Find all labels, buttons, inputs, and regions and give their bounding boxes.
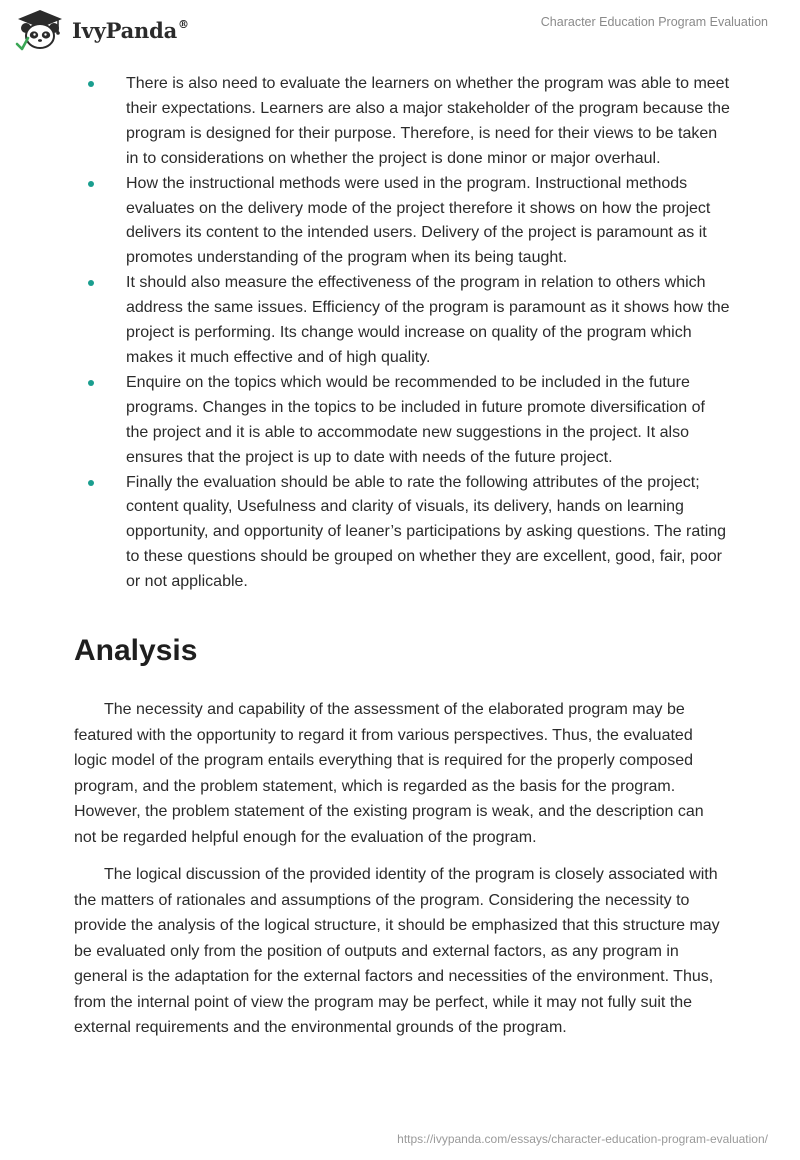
- bullet-dot: [88, 380, 94, 386]
- panda-graduate-icon: [14, 8, 66, 52]
- list-item: [0, 72, 800, 172]
- document-title: Character Education Program Evaluation: [540, 15, 768, 29]
- list-item-text: It should also measure the effectiveness of the program in relation to others which address the same issues. Efficiency of the program is paramount as it shows how the project is performing. Its change would increase on quality of the program which makes it much effective and of high quality.: [126, 274, 730, 366]
- brand-logo[interactable]: [14, 8, 189, 52]
- paragraph: The necessity and capability of the assessment of the elaborated program may be featured with the opportunity to regard it from various perspectives. Thus, the evaluated logic model of the program entails everything that is required for the properly composed program, and the problem statement, which is regarded as the basis for the program. However, the problem statement of the existing program is weak, and the description can not be regarded helpful enough for the evaluation of the program.: [74, 701, 704, 846]
- list-item-text: Finally the evaluation should be able to rate the following attributes of the project; content quality, Usefulness and clarity of visuals, its delivery, hands on learning opportunity, and opportunity of leaner’s participations by asking questions. The rating to these questions should be grouped on whether they are excellent, good, fair, poor or not applicable.: [126, 473, 727, 591]
- bullet-dot: [88, 81, 94, 87]
- bullet-dot: [88, 181, 94, 187]
- page-header: [0, 0, 800, 60]
- list-item-text: How the instructional methods were used in the program. Instructional methods evaluates on the delivery mode of the project therefore it shows on how the project delivers its content to the intended users. Delivery of the project is paramount as it promotes understanding of the program when its being taught.: [126, 174, 711, 267]
- list-item: [0, 172, 800, 272]
- list-item-text: There is also need to evaluate the learners on whether the program was able to meet their expectations. Learners are also a major stakeholder of the program because the program is designed for their purpose. Therefore, is need for their views to be taken in to considerations on whether the project is done minor or major overhaul.: [126, 75, 730, 167]
- bullet-dot: [88, 480, 94, 486]
- section-heading: Analysis: [74, 634, 198, 667]
- list-item: [0, 371, 800, 471]
- list-item: [0, 271, 800, 371]
- footer-url[interactable]: https://ivypanda.com/essays/character-education-program-evaluation/: [397, 1132, 768, 1146]
- paragraph: The logical discussion of the provided identity of the program is closely associated with the matters of rationales and assumptions of the program. Considering the necessity to provide the analysis of the logical structure, it should be emphasized that this structure may be evaluated only from the position of outputs and external factors, as any program in general is the adaptation for the external factors and necessities of the environment. Thus, from the internal point of view the program may be perfect, while it may not fully suit the external requirements and the environmental grounds of the program.: [74, 866, 720, 1036]
- list-item-text: Enquire on the topics which would be recommended to be included in the future programs. Changes in the topics to be included in future promote diversification of the project and it is able to accommodate new suggestions in the project. It also ensures that the project is up to date with needs of the future project.: [126, 373, 705, 466]
- brand-name: IvyPanda®: [72, 17, 189, 43]
- bullet-dot: [88, 280, 94, 286]
- list-item: [0, 471, 800, 596]
- bullet-list: [0, 72, 800, 595]
